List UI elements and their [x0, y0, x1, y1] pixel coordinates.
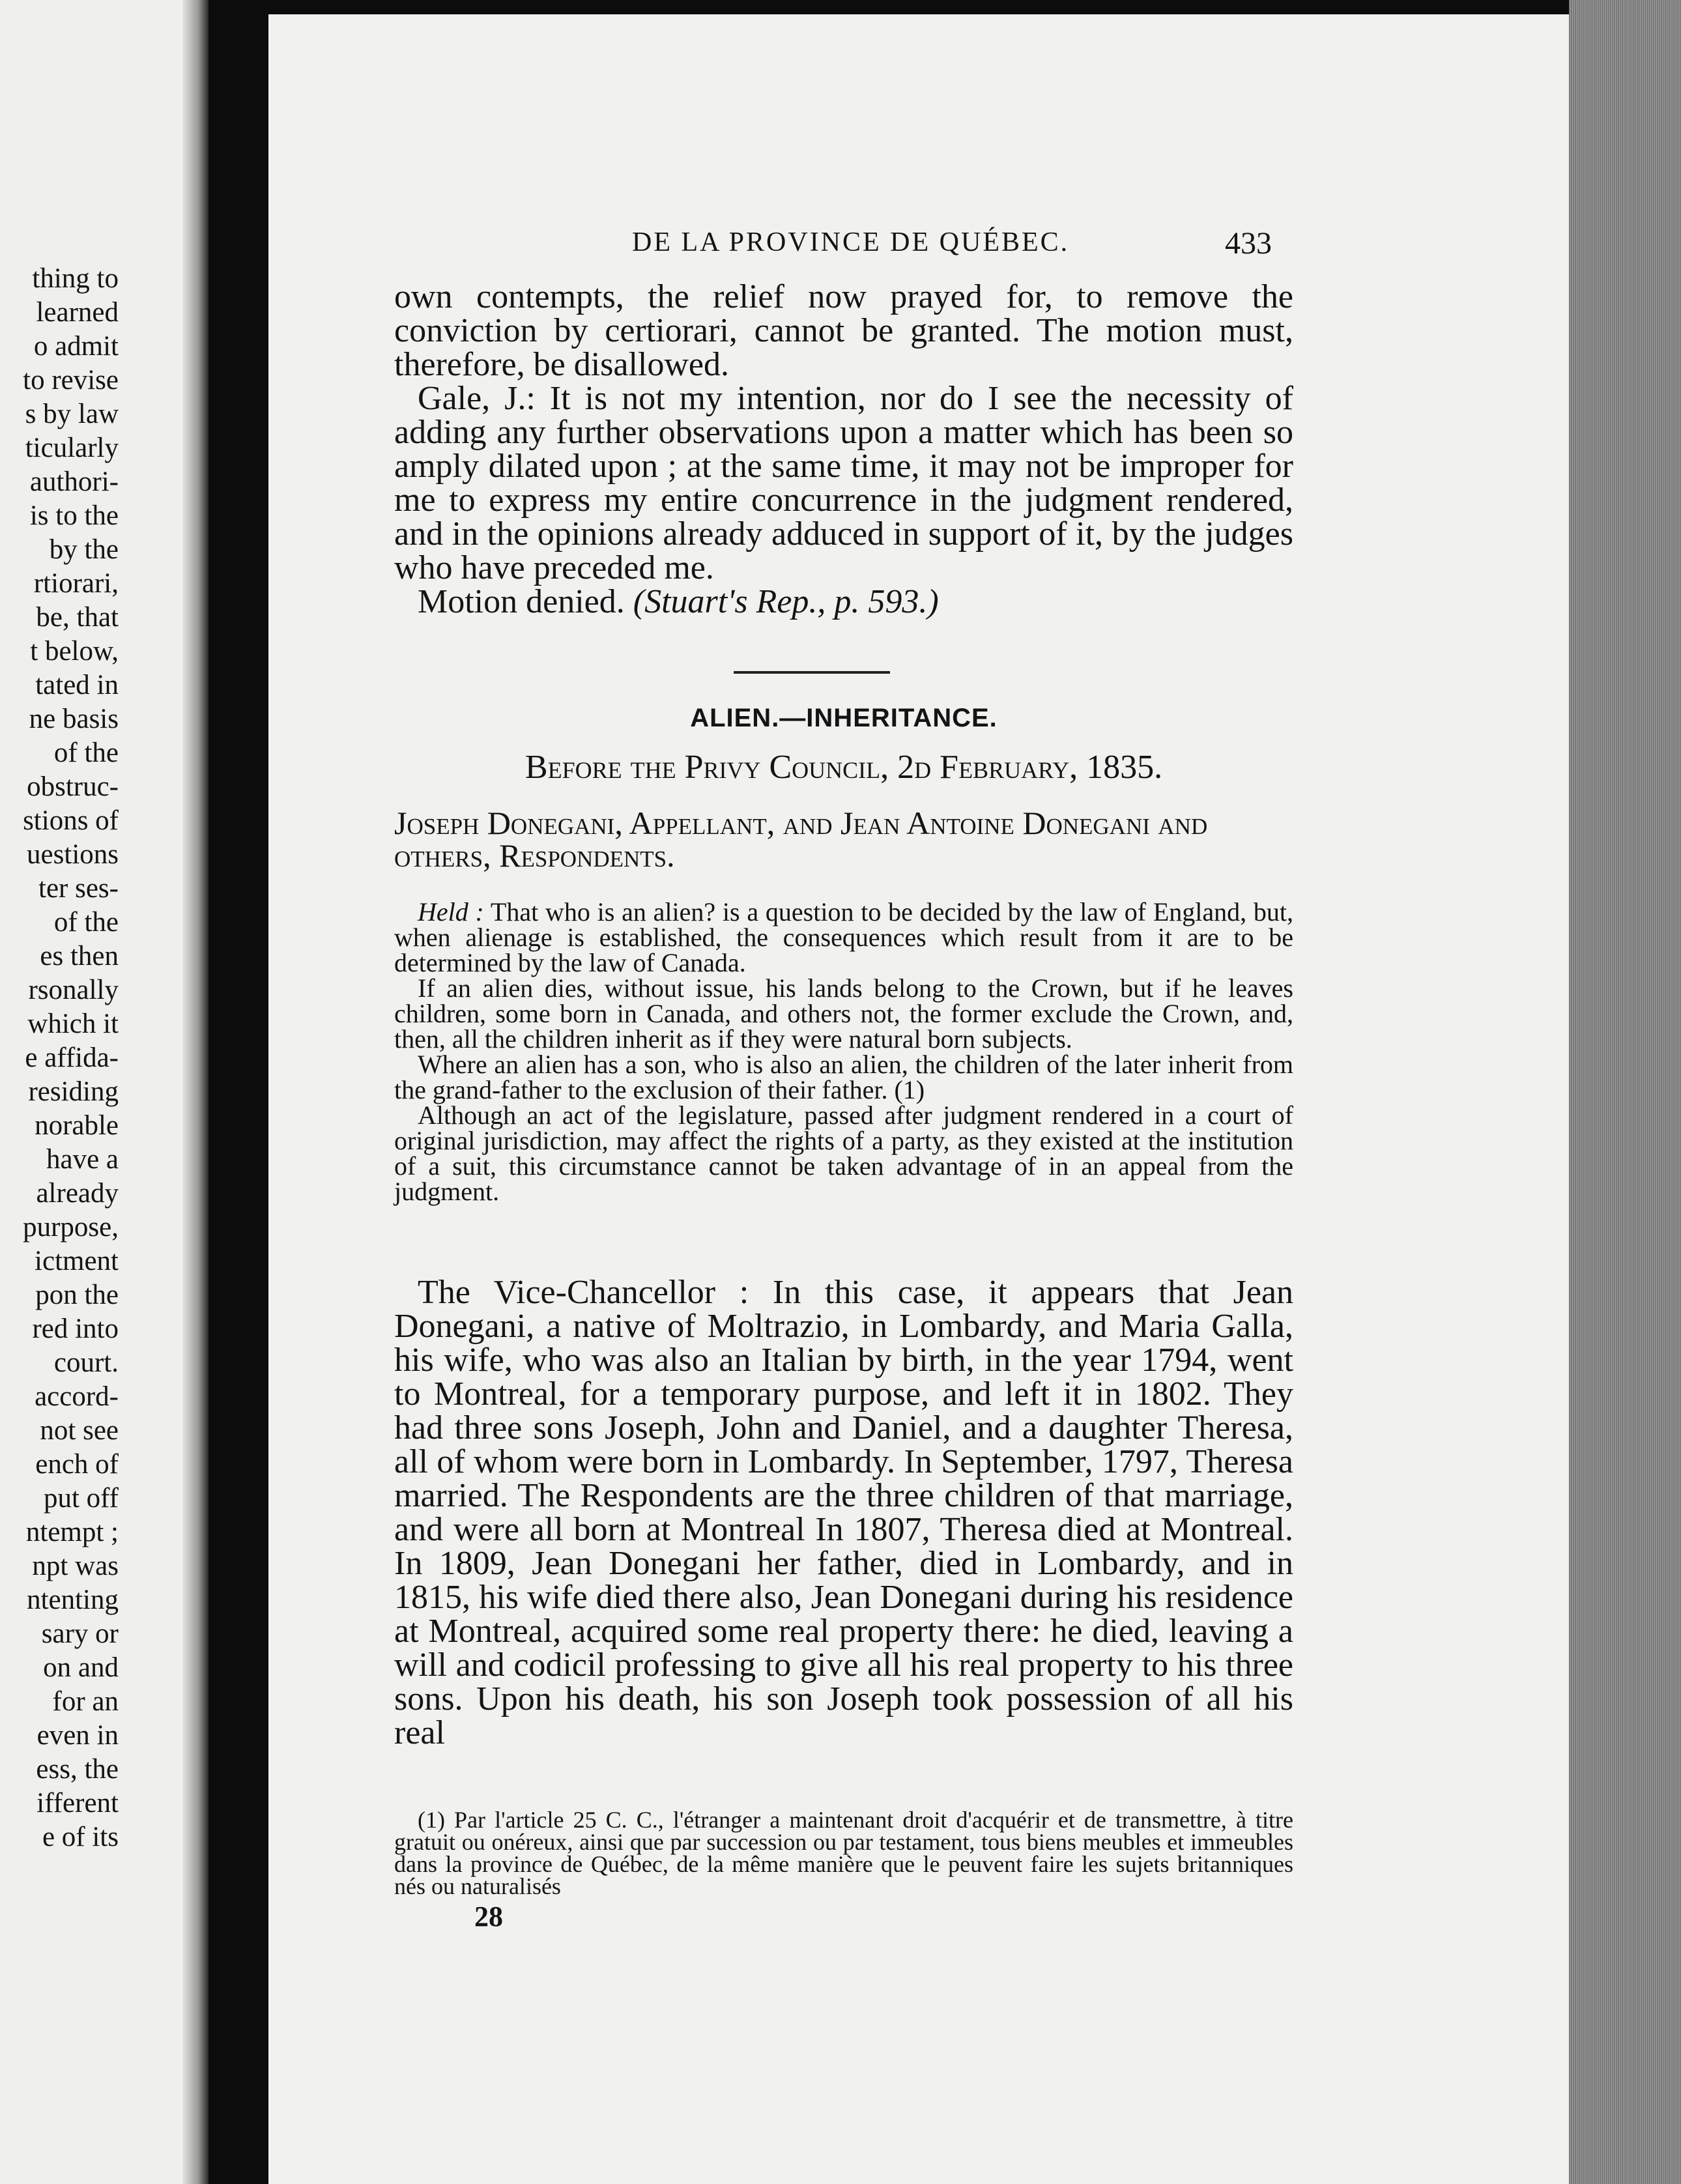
case-parties: Joseph Donegani, Appellant, and Jean Antoine Donegani and others, Respondents.: [394, 805, 1208, 874]
left-page-line: npt was: [32, 1551, 119, 1581]
left-page-line: purpose,: [23, 1212, 119, 1243]
court-line: Before the Privy Council, 2d February, 1835.: [524, 749, 1163, 786]
main-text: [394, 1276, 1293, 1750]
page-number: 433: [1225, 226, 1272, 261]
left-page-line: obstruc-: [27, 771, 119, 802]
top-text: [394, 280, 1293, 619]
left-page-line: for an: [52, 1686, 119, 1717]
left-page-line: norable: [35, 1110, 119, 1141]
left-page-line: have a: [46, 1144, 119, 1175]
headnote-para-3: Where an alien has a son, who is also an alien, the children of the later inherit from the grand-father to the exclusion of their father. (1): [394, 1050, 1293, 1104]
headnote: [394, 899, 1293, 1204]
left-page-line: not see: [40, 1415, 119, 1446]
left-page-line: stions of: [23, 805, 119, 836]
section-divider: [734, 671, 890, 674]
motion-result: Motion denied.: [418, 583, 625, 620]
left-page-line: learned: [36, 297, 119, 328]
left-page-line: by the: [49, 534, 119, 565]
left-page-line: authori-: [29, 467, 119, 497]
opinion-end-paragraph: own contempts, the relief now prayed for, to remove the conviction by certiorari, cannot be granted. The motion must, therefore, be disallowed.: [394, 278, 1293, 383]
left-page-line: residing: [28, 1076, 119, 1107]
left-page-line: ticularly: [25, 433, 119, 463]
left-page-line: ess, the: [36, 1754, 119, 1785]
left-page-line: already: [36, 1178, 119, 1209]
left-page-line: uestions: [27, 839, 119, 870]
gale-opinion-paragraph: Gale, J.: It is not my intention, nor do I see the necessity of adding any further observations upon a matter which has been so amply dilated upon ; at the same time, it may not be improper for me to express my entire concurrence in the judgment rendered, and in the opinions already adduced in support of it, by the judges who have preceded me.: [394, 380, 1293, 586]
vice-chancellor-paragraph: The Vice-Chancellor : In this case, it appears that Jean Donegani, a native of Moltrazio, in Lombardy, and Maria Galla, his wife, who was also an Italian by birth, in the year 1794, went to Montreal, for a temporary purpose, and left it in 1802. They had three sons Joseph, John and Daniel, and a daughter Theresa, all of whom were born in Lombardy. In September, 1797, Theresa married. The Respondents are the three children of that marriage, and were all born at Montreal In 1807, Theresa died at Montreal. In 1809, Jean Donegani her father, died in Lombardy, and in 1815, his wife died there also, Jean Donegani during his residence at Montreal, acquired some real property there: he died, leaving a will and codicil professing to give all his real property to his three sons. Upon his death, his son Joseph took possession of all his real: [394, 1274, 1293, 1751]
left-page-line: accord-: [35, 1381, 119, 1412]
left-page-line: of the: [53, 738, 119, 768]
left-page-line: ench of: [35, 1449, 119, 1480]
left-page-line: sary or: [41, 1618, 119, 1649]
case-heading: ALIEN.—INHERITANCE.: [690, 704, 998, 732]
left-page-line: tated in: [35, 670, 119, 700]
left-page-line: s by law: [25, 399, 119, 429]
headnote-para-2: If an alien dies, without issue, his lands belong to the Crown, but if he leaves children, some born in Canada, and others not, the former exclude the Crown, and, then, all the children inherit as if they were natural born subjects.: [394, 973, 1293, 1054]
left-page-line: which it: [27, 1009, 119, 1039]
left-page-line: on and: [43, 1652, 119, 1683]
left-page-line: rtiorari,: [33, 568, 119, 599]
left-page-line: ter ses-: [38, 873, 119, 904]
left-page-line: be, that: [36, 602, 119, 633]
left-page-line: e affida-: [25, 1042, 119, 1073]
left-page-line: rsonally: [28, 975, 119, 1005]
left-page-line: ntenting: [27, 1585, 119, 1615]
motion-line: [394, 585, 1293, 619]
book-gutter: [182, 0, 208, 2184]
left-page-line: ne basis: [29, 704, 119, 734]
left-page-line: even in: [36, 1720, 119, 1751]
left-page-line: court.: [53, 1347, 119, 1378]
page-edges: [1569, 0, 1681, 2184]
left-page-line: o admit: [33, 331, 119, 362]
left-page-line: e of its: [42, 1822, 119, 1852]
held-label: Held :: [418, 897, 484, 927]
report-citation: (Stuart's Rep., p. 593.): [633, 583, 939, 620]
left-page-line: thing to: [32, 263, 119, 294]
left-page: [0, 0, 208, 2184]
left-page-text: [0, 262, 119, 1854]
footnote-text: (1) Par l'article 25 C. C., l'étranger a maintenant droit d'acquérir et de transmettre, à titre gratuit ou onéreux, ainsi que par succession ou par testament, tous biens meubles et immeubles dans la province de Québec, de la même manière que le peuvent faire les sujets britanniques nés ou naturalisés: [394, 1807, 1293, 1899]
headnote-para-4: Although an act of the legislature, passed after judgment rendered in a court of original jurisdiction, may affect the rights of a party, as they existed at the institution of a suit, this circumstance cannot be taken advantage of in an appeal from the judgment.: [394, 1100, 1293, 1206]
left-page-line: t below,: [30, 636, 119, 667]
left-page-line: ifferent: [36, 1788, 119, 1818]
left-page-line: ictment: [35, 1246, 119, 1276]
footnote: [394, 1809, 1293, 1897]
left-page-line: red into: [32, 1314, 119, 1344]
left-page-line: to revise: [23, 365, 119, 395]
left-page-line: of the: [53, 907, 119, 938]
headnote-para-1: Held : That who is an alien? is a question to be decided by the law of England, but, when alienage is established, the consequences which result from it are to be determined by the law of Canada.: [394, 897, 1294, 977]
left-page-line: es then: [40, 941, 119, 971]
left-page-line: put off: [43, 1483, 119, 1514]
running-header: DE LA PROVINCE DE QUÉBEC.: [632, 227, 1070, 257]
left-page-line: is to the: [29, 500, 119, 531]
left-page-line: pon the: [35, 1280, 119, 1310]
signature-mark: 28: [474, 1901, 503, 1933]
left-page-line: ntempt ;: [25, 1517, 119, 1547]
